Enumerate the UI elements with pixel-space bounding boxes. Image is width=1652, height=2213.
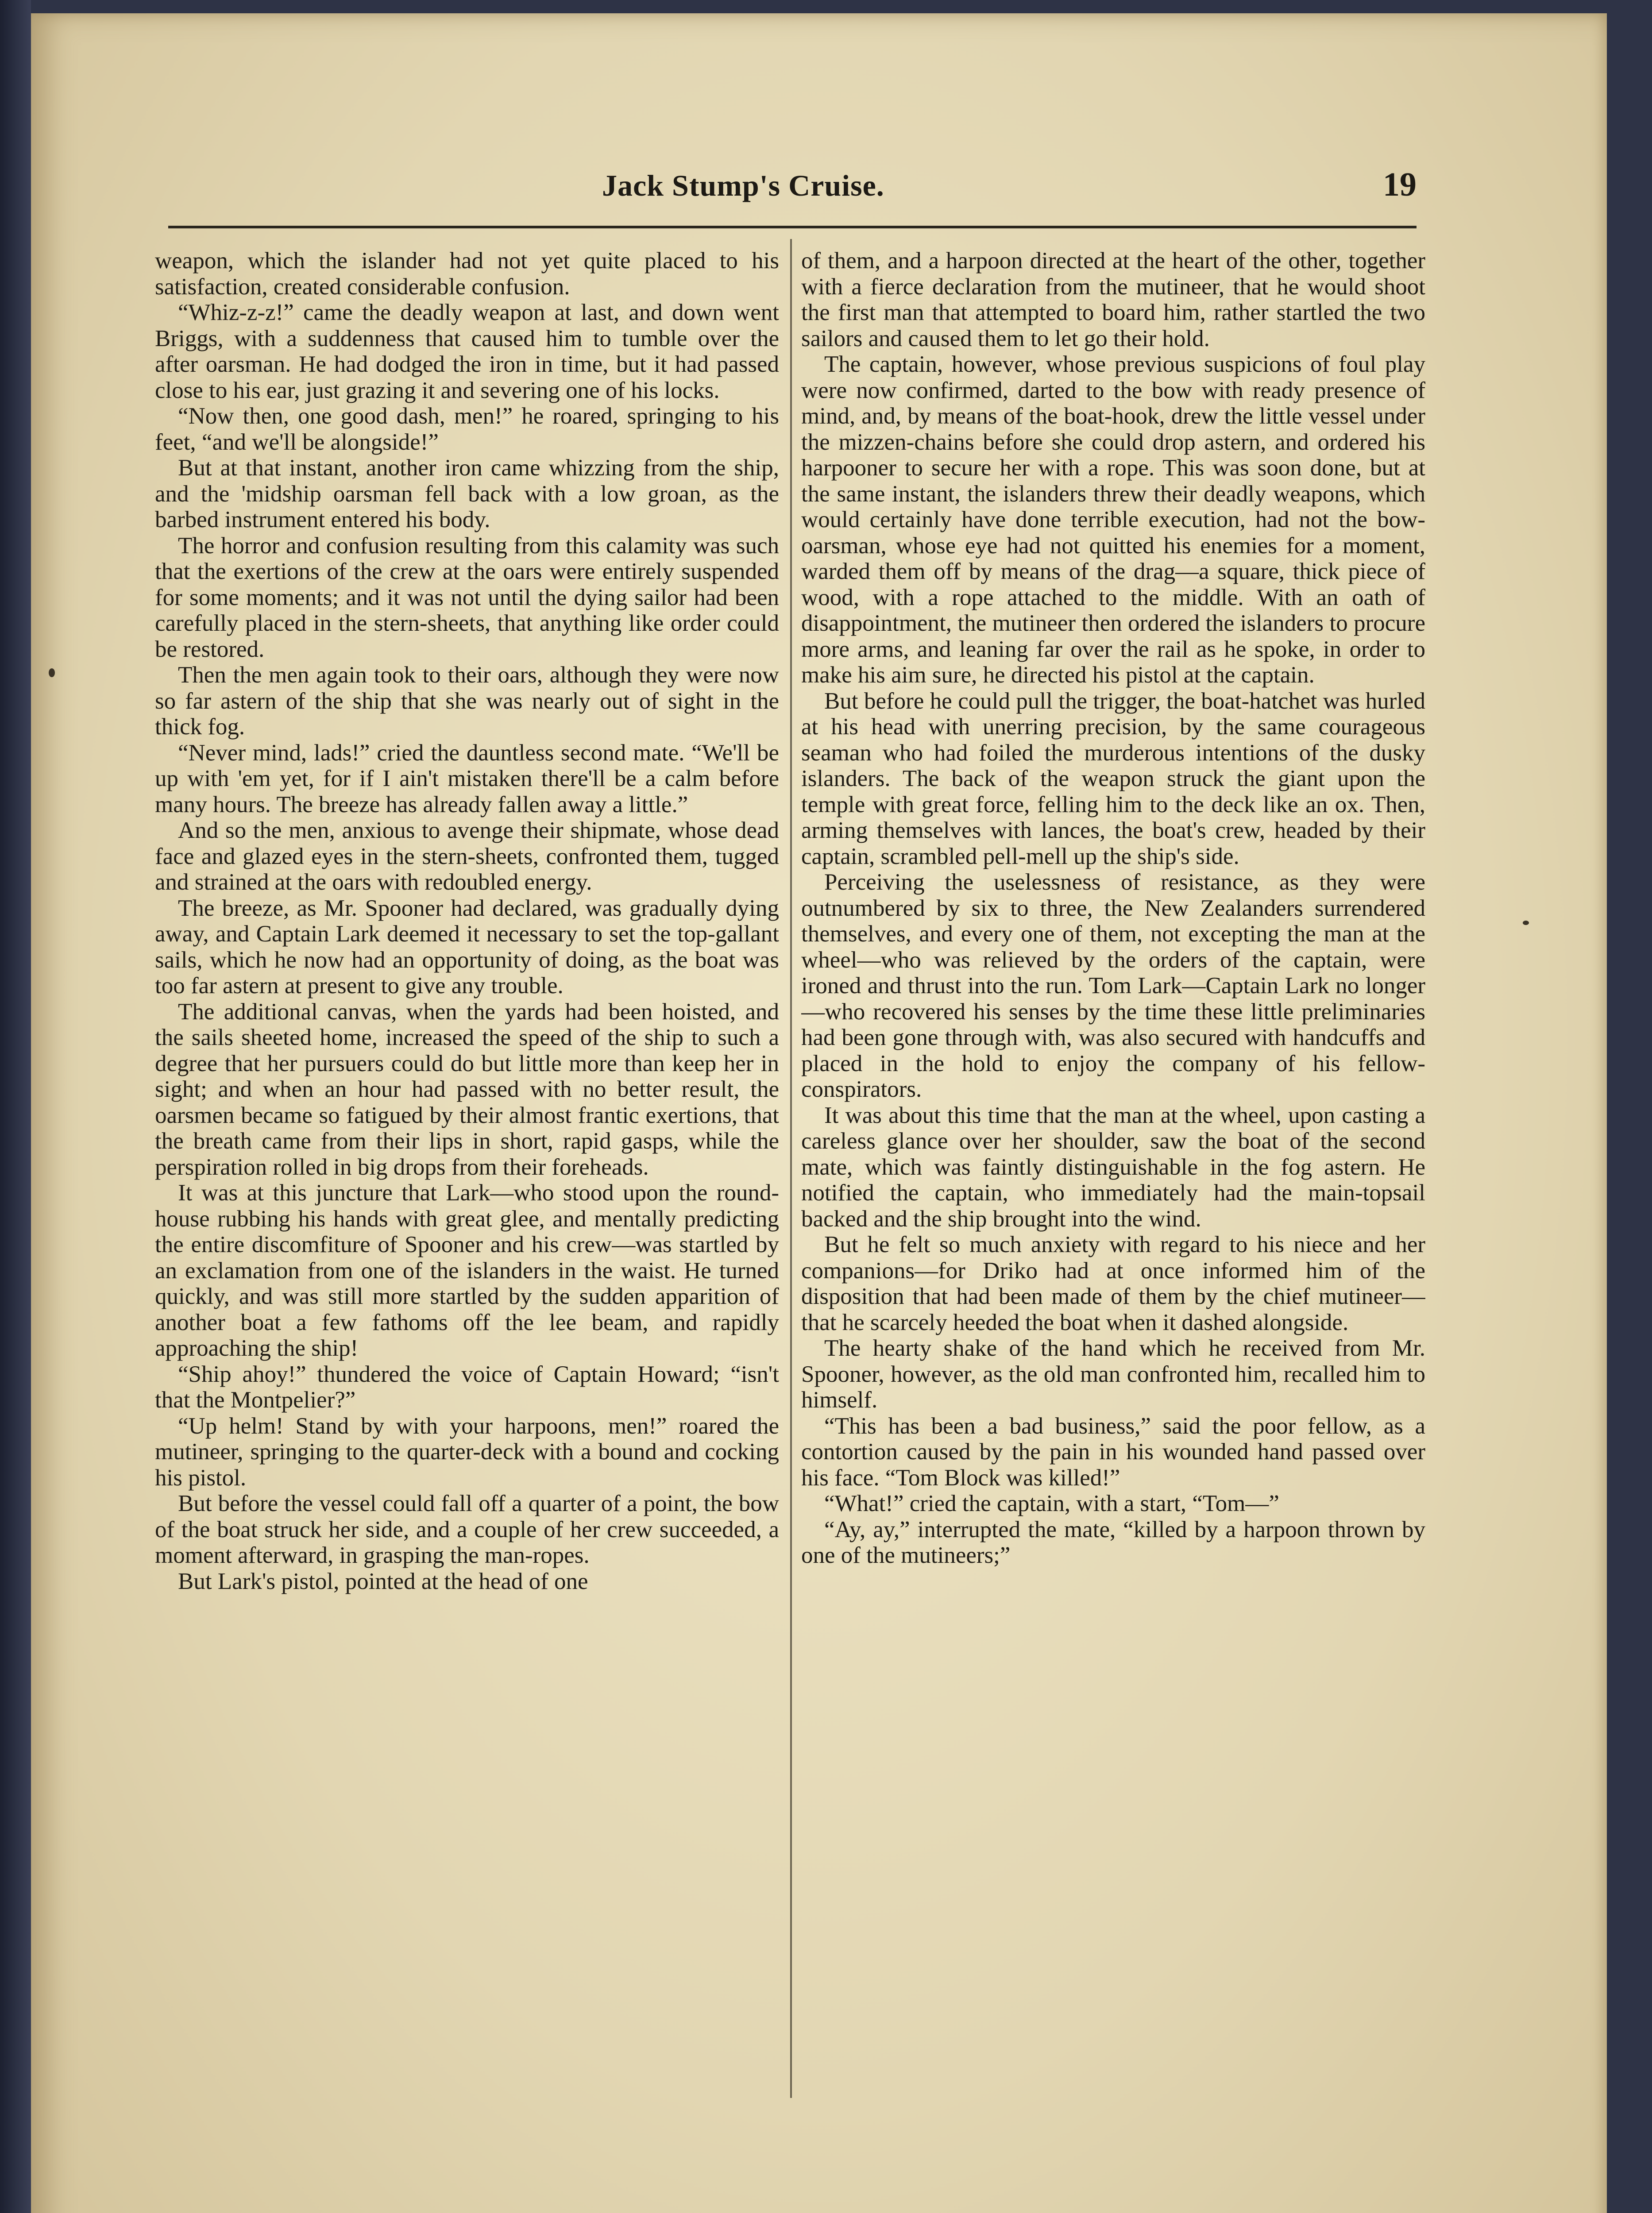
paragraph: “Never mind, lads!” cried the dauntless second mate. “We'll be up with 'em yet, for if I ain't mistaken there'll be a calm before many hours. The breeze has already fallen away a little.” bbox=[155, 740, 779, 817]
paragraph: It was at this juncture that Lark—who stood upon the round-house rubbing his hands with great glee, and mentally predicting the entire discomfiture of Spooner and his crew—was startled by an exclamation from one of the islanders in the waist. He turned quickly, and was still more startled by the sudden apparition of another boat a few fathoms off the lee beam, and rapidly approaching the ship! bbox=[155, 1180, 779, 1361]
paragraph: The horror and confusion resulting from this calamity was such that the exertions of the crew at the oars were entirely suspended for some moments; and it was not until the dying sailor had been carefully placed in the stern-sheets, that anything like order could be restored. bbox=[155, 532, 779, 662]
paragraph: It was about this time that the man at the wheel, upon casting a careless glance over her shoulder, saw the boat of the second mate, which was faintly distinguishable in the fog astern. He notified the captain, who immediately had the main-topsail backed and the ship brought into the wind. bbox=[801, 1102, 1425, 1232]
paragraph: The hearty shake of the hand which he received from Mr. Spooner, however, as the old man confronted him, recalled him to himself. bbox=[801, 1335, 1425, 1413]
paragraph: But before he could pull the trigger, the boat-hatchet was hurled at his head with unerring precision, by the same courageous seaman who had foiled the murderous intentions of the dusky islanders. The back of the weapon struck the giant upon the temple with great force, felling him to the deck like an ox. Then, arming themselves with lances, the boat's crew, headed by their captain, scrambled pell-mell up the ship's side. bbox=[801, 688, 1425, 869]
page-number: 19 bbox=[1383, 166, 1417, 203]
paragraph: The captain, however, whose previous suspicions of foul play were now confirmed, darted to the bow with ready presence of mind, and, by means of the boat-hook, drew the little vessel under the mizzen-chains before she could drop astern, and ordered his harpooner to secure her with a rope. This was soon done, but at the same instant, the islanders threw their deadly weapons, which would certainly have done terrible execution, had not the bow-oarsman, whose eye had not quitted his enemies for a moment, warded them off by means of the drag—a square, thick piece of wood, with a rope attached to the middle. With an oath of disappointment, the mutineer then ordered the islanders to procure more arms, and leaning far over the rail as he spoke, in order to make his aim sure, he directed his pistol at the captain. bbox=[801, 351, 1425, 688]
paper-speck bbox=[49, 668, 55, 677]
paper-speck bbox=[1523, 921, 1529, 925]
paragraph: Perceiving the uselessness of resistance, as they were outnumbered by six to three, the New Zealanders surrendered themselves, and every one of them, not excepting the man at the wheel—who was relieved by the orders of the captain, were ironed and thrust into the run. Tom Lark—Captain Lark no longer—who recovered his senses by the time these little preliminaries had been gone through with, was also secured with handcuffs and placed in the hold to enjoy the company of his fellow-conspirators. bbox=[801, 869, 1425, 1102]
paragraph: But Lark's pistol, pointed at the head of one bbox=[178, 1568, 588, 1594]
running-title: Jack Stump's Cruise. bbox=[602, 169, 884, 202]
paragraph: The breeze, as Mr. Spooner had declared, was gradually dying away, and Captain Lark deemed it necessary to set the top-gallant sails, which he now had an opportunity of doing, as the boat was too far astern at present to give any trouble. bbox=[155, 895, 779, 999]
running-head bbox=[575, 168, 1417, 217]
paragraph: And so the men, anxious to avenge their shipmate, whose dead face and glazed eyes in the stern-sheets, confronted them, tugged and strained at the oars with redoubled energy. bbox=[155, 817, 779, 895]
paragraph: “Now then, one good dash, men!” he roared, springing to his feet, “and we'll be alongside!” bbox=[155, 403, 779, 455]
right-column bbox=[801, 248, 1425, 2124]
header-rule bbox=[168, 226, 1417, 228]
paragraph: But before the vessel could fall off a quarter of a point, the bow of the boat struck her side, and a couple of her crew succeeded, a moment afterward, in grasping the man-ropes. bbox=[155, 1491, 779, 1568]
paragraph: The additional canvas, when the yards had been hoisted, and the sails sheeted home, increased the speed of the ship to such a degree that her pursuers could do but little more than keep her in sight; and when an hour had passed with no better result, the oarsmen became so fatigued by their almost frantic exertions, that the breath came from their lips in short, rapid gasps, while the perspiration rolled in big drops from their foreheads. bbox=[155, 999, 779, 1180]
paragraph: “Up helm! Stand by with your harpoons, men!” roared the mutineer, springing to the quarter-deck with a bound and cocking his pistol. bbox=[155, 1413, 779, 1491]
paragraph: But at that instant, another iron came whizzing from the ship, and the 'midship oarsman fell back with a low groan, as the barbed instrument entered his body. bbox=[155, 455, 779, 532]
paragraph: weapon, which the islander had not yet quite placed to his satisfaction, created considerable confusion. bbox=[155, 248, 779, 300]
column-divider bbox=[790, 239, 792, 2098]
paragraph: “Whiz-z-z!” came the deadly weapon at last, and down went Briggs, with a suddenness that caused him to tumble over the after oarsman. He had dodged the iron in time, but it had passed close to his ear, just grazing it and severing one of his locks. bbox=[155, 300, 779, 403]
paragraph: “What!” cried the captain, with a start, “Tom—” bbox=[824, 1491, 1279, 1516]
paragraph: “This has been a bad business,” said the poor fellow, as a contortion caused by the pain in his wounded hand passed over his face. “Tom Block was killed!” bbox=[801, 1413, 1425, 1491]
paragraph: But he felt so much anxiety with regard to his niece and her companions—for Driko had at once informed him of the disposition that had been made of them by the chief mutineer—that he scarcely heeded the boat when it dashed alongside. bbox=[801, 1232, 1425, 1335]
left-column bbox=[155, 248, 779, 2124]
paragraph: “Ship ahoy!” thundered the voice of Captain Howard; “isn't that the Montpelier?” bbox=[155, 1361, 779, 1413]
binding-edge bbox=[0, 0, 31, 2213]
paragraph: “Ay, ay,” interrupted the mate, “killed by a harpoon thrown by one of the mutineers;” bbox=[801, 1516, 1425, 1568]
paragraph: Then the men again took to their oars, although they were now so far astern of the ship that she was nearly out of sight in the thick fog. bbox=[155, 662, 779, 740]
paragraph: of them, and a harpoon directed at the heart of the other, together with a fierce declaration from the mutineer, that he would shoot the first man that attempted to board him, rather startled the two sailors and caused them to let go their hold. bbox=[801, 248, 1425, 351]
